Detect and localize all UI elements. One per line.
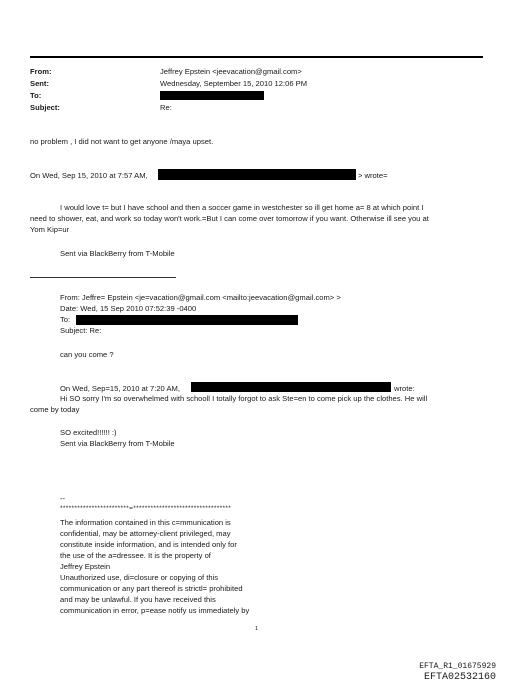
disclaimer-line: the use of the a=dressee. It is the property of — [60, 551, 211, 560]
redaction-quote2 — [191, 382, 391, 392]
disclaimer-dashes: -- — [60, 494, 66, 503]
disclaimer-line: The information contained in this c=mmunication is — [60, 518, 231, 527]
quote2-suffix: wrote: — [394, 384, 415, 393]
disclaimer-line: communication or any part thereof is strictl= prohibited — [60, 584, 243, 593]
subject-label: Subject: — [30, 103, 60, 112]
quote1-suffix: > wrote= — [358, 171, 388, 180]
disclaimer-line: Unauthorized use, di=closure or copying of this — [60, 573, 219, 582]
header-rule — [30, 56, 483, 58]
quote1-prefix: On Wed, Sep 15, 2010 at 7:57 AM, — [30, 171, 148, 180]
hi-line-1: Hi SO sorry I'm so overwhelmed with schooll I totally forgot to ask Ste=en to come pick up the clothes. He will — [60, 394, 428, 403]
quote2-prefix: On Wed, Sep=15, 2010 at 7:20 AM, — [60, 384, 180, 393]
from-label: From: — [30, 67, 52, 76]
signature-1: Sent via BlackBerry from T-Mobile — [60, 249, 175, 258]
to-label: To: — [30, 91, 42, 100]
separator-rule — [30, 277, 176, 278]
from-value: Jeffrey Epstein <jeevacation@gmail.com> — [160, 67, 302, 76]
fwd-to-label: To: — [60, 315, 71, 324]
hi-line-2: come by today — [30, 405, 80, 414]
paragraph-line-2: need to shower, eat, and work so today won't work.=But I can come over tomorrow if you want. Otherwise ill see you at — [30, 214, 429, 223]
footer-id-2: EFTA02532160 — [423, 672, 496, 683]
reply-text: no problem , I did not want to get anyone /maya upset. — [30, 137, 214, 146]
excited-text: SO excited!!!!!! :) — [60, 428, 117, 437]
page-number: 1 — [255, 626, 259, 632]
redaction-quote1 — [158, 169, 356, 180]
fwd-message: can you come ? — [60, 350, 114, 359]
paragraph-line-1: I would love t= but I have school and then a soccer game in westchester so ill get home a= 8 at which point I — [60, 203, 424, 212]
sent-value: Wednesday, September 15, 2010 12:06 PM — [160, 79, 308, 88]
paragraph-line-3: Yom Kip=ur — [30, 225, 70, 234]
disclaimer-line: communication in error, p=ease notify us immediately by — [60, 606, 250, 615]
signature-2: Sent via BlackBerry from T-Mobile — [60, 439, 175, 448]
fwd-subject: Subject: Re: — [60, 326, 102, 335]
disclaimer-line: and may be unlawful. If you have received this — [60, 595, 216, 604]
subject-value: Re: — [160, 103, 172, 112]
redaction-to — [160, 91, 264, 100]
fwd-date: Date: Wed, 15 Sep 2010 07:52:39 -0400 — [60, 304, 197, 313]
sent-label: Sent: — [30, 79, 49, 88]
redaction-fwd-to — [76, 315, 298, 325]
disclaimer-line: constitute inside information, and is intended only for — [60, 540, 237, 549]
disclaimer-line: confidential, may be attorney-client privileged, may — [60, 529, 231, 538]
disclaimer-stars: ************************=********************************** — [60, 505, 232, 512]
fwd-from: From: Jeffre= Epstein <je=vacation@gmail.com <mailto:jeevacation@gmail.com> > — [60, 293, 341, 302]
disclaimer-line: Jeffrey Epstein — [60, 562, 111, 571]
footer-id-1: EFTA_R1_01675929 — [419, 662, 496, 671]
